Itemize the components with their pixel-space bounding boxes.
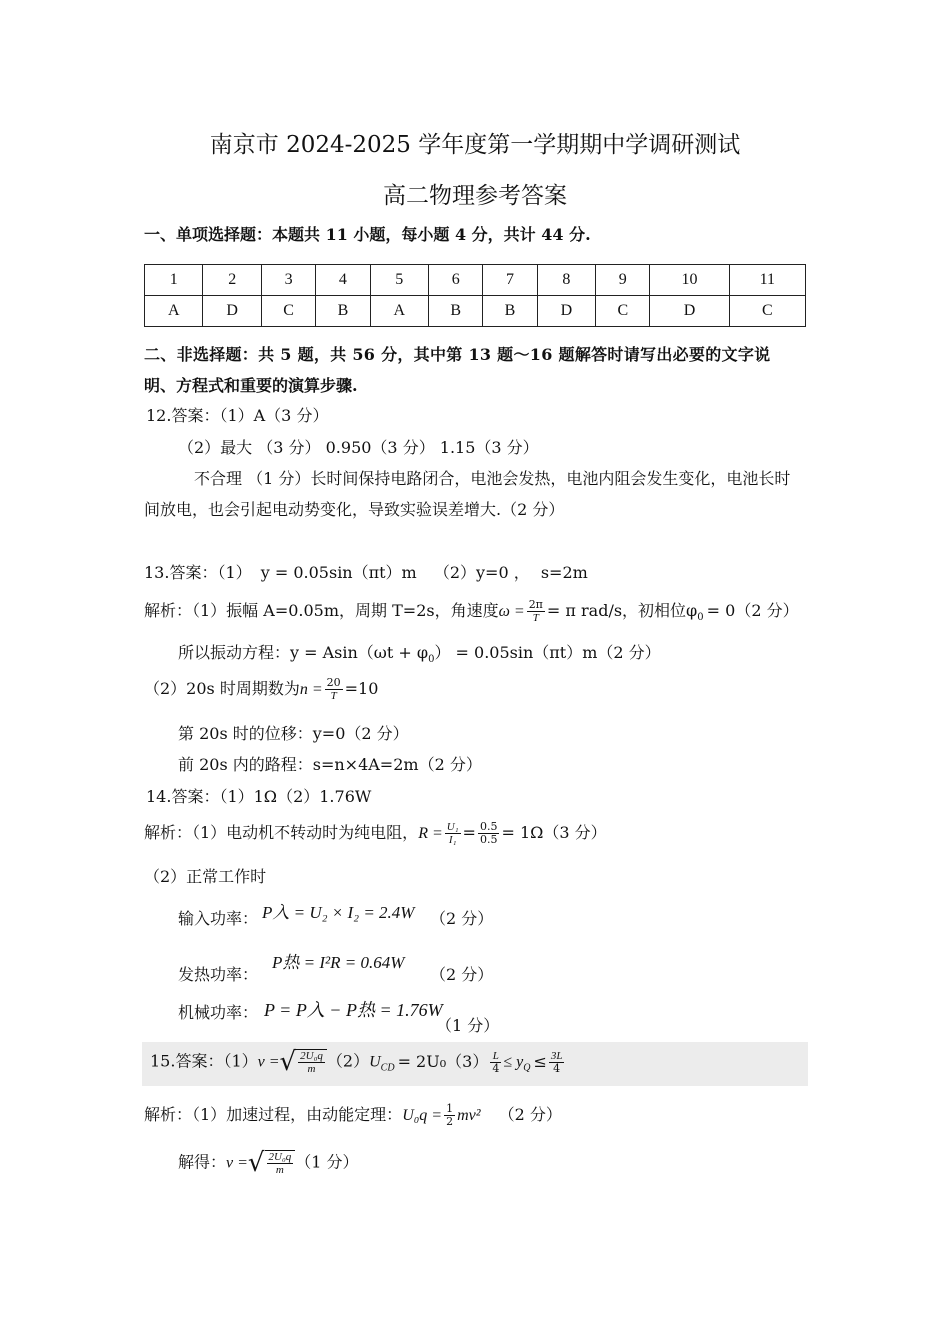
- q15-answer-line: [150, 1047, 566, 1077]
- sqrt-expression: [248, 1148, 295, 1178]
- table-cell: 2: [203, 265, 261, 296]
- mech-power-label: 机械功率：: [178, 1003, 259, 1022]
- solve-score: （1 分）: [295, 1152, 359, 1172]
- table-cell: 9: [596, 265, 650, 296]
- sqrt-icon: √: [247, 1148, 265, 1178]
- q13-answer-part2b: s=2m: [540, 563, 588, 582]
- sqrt-fraction: [298, 1050, 325, 1075]
- table-cell: C: [729, 296, 805, 327]
- n-fraction: [325, 677, 343, 702]
- mech-power-equation: P = P入 − P热 = 1.76W: [264, 1000, 443, 1020]
- q12-explain-line1: 不合理 （1 分）长时间保持电路闭合，电池会发热，电池内阻会发生变化，电池长时: [194, 469, 791, 488]
- omega-rest: = π rad/s，初相位φ: [546, 601, 698, 620]
- q12-answer: 12.答案：（1）A（3 分）: [146, 406, 329, 425]
- q14-analysis-text: 解析：（1）电动机不转动时为纯电阻，: [144, 823, 419, 842]
- table-cell: A: [145, 296, 203, 327]
- v-symbol: v =: [226, 1154, 248, 1172]
- table-cell: 8: [537, 265, 595, 296]
- q14-part2: （2）正常工作时: [144, 867, 267, 886]
- q13-path-line: 前 20s 内的路程：s=n×4A=2m（2 分）: [178, 755, 482, 774]
- table-cell: 3: [261, 265, 315, 296]
- table-cell: 10: [650, 265, 729, 296]
- solve-label: 解得：: [178, 1152, 227, 1172]
- q13-analysis-line: 解析：（1）振幅 A=0.05m，周期 T=2s，角速度ω = $\frac{2\pi}{T}$ = π rad/s，初相位$\varphi_0 = 0(2$ 分）: [144, 598, 799, 624]
- q14-analysis-line: 解析：（1）电动机不转动时为纯电阻，R = $\frac{\text{U₁}}{\text{I₁}}$ = $\frac{0.5}{0.5}$ = 1Ω（3 分）: [144, 820, 607, 846]
- q13-answer: [144, 560, 588, 583]
- fraction-numerator: 1: [446, 1102, 454, 1115]
- fraction-numerator: 3L: [550, 1049, 563, 1062]
- q15-answer-part2: （2）: [326, 1051, 370, 1071]
- fraction-denominator: T: [330, 690, 337, 702]
- table-cell: 11: [729, 265, 805, 296]
- n-symbol: n =: [299, 681, 323, 698]
- half-fraction: [444, 1103, 455, 1128]
- q13-equation-line: 所以振动方程：$y = Asin(\omega t + \varphi_0) = 0.05\sin(\pi t)m(2$ 分）: [178, 643, 661, 666]
- energy-equation: U₀q =: [402, 1107, 443, 1124]
- fraction-denominator: 0.5: [479, 833, 498, 846]
- q13-answer-prefix: 13.答案：（1）: [144, 563, 252, 582]
- r-fraction-2: [478, 821, 500, 846]
- table-cell: B: [316, 296, 370, 327]
- n-rest: =10: [344, 679, 379, 698]
- table-cell: 5: [370, 265, 428, 296]
- inequality-sign: ≤: [533, 1051, 547, 1071]
- input-power-label: 输入功率：: [178, 909, 259, 928]
- l4-fraction: [490, 1050, 501, 1075]
- table-cell: D: [650, 296, 729, 327]
- input-power-equation: P入 = U₂ × I₂ = 2.4W: [262, 903, 415, 922]
- heat-power-equation: P热 = I²R = 0.64W: [272, 953, 405, 972]
- q15-analysis-text: 解析：（1）加速过程，由动能定理：: [144, 1105, 403, 1124]
- y-inequality: ≤ y: [503, 1053, 524, 1071]
- table-cell: A: [370, 296, 428, 327]
- fraction-denominator: 4: [492, 1061, 500, 1075]
- energy-score: （2 分）: [498, 1105, 562, 1124]
- q12-part2: （2）最大 （3 分） 0.950（3 分） 1.15（3 分）: [178, 438, 539, 457]
- q13-analysis-text: 解析：（1）振幅 A=0.05m，周期 T=2s，角速度: [144, 601, 499, 620]
- section2-heading-line2: 明、方程式和重要的演算步骤.: [144, 376, 358, 395]
- q15-answer-prefix: 15.答案：（1）: [150, 1051, 258, 1071]
- ucd-subscript: CD: [380, 1062, 395, 1074]
- table-cell: 4: [316, 265, 370, 296]
- q13-equation-text: 所以振动方程：y = Asin（ωt + φ: [178, 643, 429, 662]
- table-cell: 6: [429, 265, 483, 296]
- table-cell: B: [483, 296, 537, 327]
- table-cell: C: [261, 296, 315, 327]
- page-title: 南京市 2024-2025 学年度第一学期期中学调研测试: [209, 132, 741, 158]
- table-cell: 7: [483, 265, 537, 296]
- v-symbol: v =: [257, 1053, 280, 1071]
- table-row-numbers: [145, 265, 806, 296]
- omega-symbol: ω =: [498, 603, 525, 620]
- sqrt-fraction: [267, 1151, 294, 1176]
- ucd-rest: = 2U₀（3）: [397, 1051, 489, 1071]
- fraction-numerator: 2U₀q: [300, 1050, 323, 1062]
- phi-rest: = 0（2 分）: [706, 601, 799, 620]
- fraction-numerator: 20: [326, 676, 341, 689]
- r-symbol: R =: [418, 825, 443, 842]
- heat-power-score: （2 分）: [430, 965, 494, 984]
- l34-fraction: [549, 1050, 565, 1075]
- q14-answer: 14.答案：（1）1Ω（2）1.76W: [146, 787, 372, 806]
- omega-fraction: [527, 599, 545, 624]
- q13-answer-part2: （2）y=0 ，: [433, 563, 530, 582]
- sqrt-icon: √: [279, 1047, 297, 1077]
- table-cell: D: [203, 296, 261, 327]
- fraction-numerator: L: [490, 1050, 501, 1063]
- q13-equation-rest: ） = 0.05sin（πt）m（2 分）: [434, 643, 661, 662]
- q13-answer-equation: y = 0.05sin（πt）m: [260, 563, 417, 582]
- fraction-denominator: I₁: [448, 834, 457, 846]
- sqrt-expression: [280, 1047, 327, 1077]
- table-cell: D: [537, 296, 595, 327]
- r-rest: = 1Ω（3 分）: [501, 823, 607, 842]
- fraction-denominator: T: [532, 612, 539, 624]
- q15-analysis-line: [144, 1102, 562, 1128]
- fraction-denominator: m: [275, 1164, 284, 1176]
- page-subtitle: 高二物理参考答案: [383, 183, 567, 209]
- ucd-symbol: U: [369, 1053, 381, 1071]
- r-fraction-1: [445, 821, 461, 846]
- q13-period-line: [144, 676, 378, 702]
- section2-heading-line1: 二、非选择题：共 5 题，共 56 分，其中第 13 题～16 题解答时请写出必要的文字说: [144, 345, 771, 364]
- table-cell: 1: [145, 265, 203, 296]
- input-power-score: （2 分）: [430, 909, 494, 928]
- table-cell: C: [596, 296, 650, 327]
- table-cell: B: [429, 296, 483, 327]
- heat-power-label: 发热功率：: [178, 965, 259, 984]
- q13-period-text: （2）20s 时周期数为: [144, 679, 300, 698]
- fraction-numerator: 2U₀q: [268, 1151, 292, 1163]
- fraction-denominator: 2: [446, 1115, 454, 1128]
- fraction-numerator: 2π: [528, 598, 543, 611]
- q15-solve-line: [178, 1148, 359, 1178]
- fraction-denominator: m: [307, 1063, 316, 1075]
- mech-power-score: （1 分）: [436, 1016, 500, 1035]
- section1-heading: 一、单项选择题：本题共 11 小题，每小题 4 分，共计 44 分.: [144, 225, 591, 244]
- y-subscript: Q: [523, 1062, 531, 1074]
- answer-table: [144, 264, 806, 327]
- q12-explain-line2: 间放电，也会引起电动势变化，导致实验误差增大.（2 分）: [144, 500, 565, 519]
- table-row-answers: [145, 296, 806, 327]
- fraction-denominator: 4: [553, 1061, 561, 1075]
- fraction-numerator: U₁: [446, 821, 459, 833]
- energy-rest: mv²: [457, 1107, 481, 1124]
- fraction-numerator: 0.5: [479, 820, 498, 833]
- q13-position-line: 第 20s 时的位移：y=0（2 分）: [178, 724, 409, 743]
